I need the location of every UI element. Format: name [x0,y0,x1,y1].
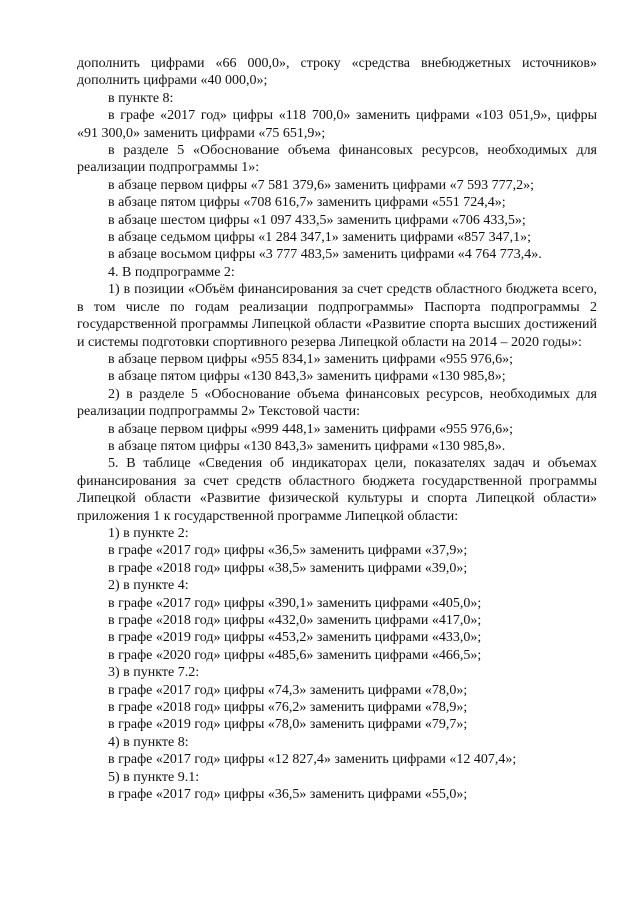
paragraph: в разделе 5 «Обоснование объема финансовых ресурсов, необходимых для реализации подпрограммы 1»: [77,143,597,176]
paragraph: в графе «2020 год» цифры «485,6» заменить цифрами «466,5»; [108,647,482,663]
paragraph: в графе «2018 год» цифры «76,2» заменить цифрами «78,9»; [108,700,468,716]
paragraph: 3) в пункте 7.2: [108,665,200,681]
paragraph: в графе «2017 год» цифры «36,5» заменить цифрами «55,0»; [108,787,468,803]
paragraph: в абзаце пятом цифры «130 843,3» заменить цифрами «130 985,8»; [108,369,506,385]
paragraph: в графе «2018 год» цифры «432,0» заменить цифрами «417,0»; [108,613,482,628]
paragraph: в графе «2017 год» цифры «74,3» заменить цифрами «78,0»; [108,682,468,698]
paragraph: в графе «2017 год» цифры «118 700,0» заменить цифрами «103 051,9», цифры «91 300,0» заменить цифрами «75 651,9»; [77,108,597,141]
paragraph: в абзаце пятом цифры «130 843,3» заменить цифрами «130 985,8». [108,438,506,454]
paragraph: в абзаце первом цифры «999 448,1» заменить цифрами «955 976,6»; [108,421,513,437]
paragraph: 2) в разделе 5 «Обоснование объема финансовых ресурсов, необходимых для реализации подпрограммы 2» Текстовой части: [77,386,597,420]
paragraph: в абзаце восьмом цифры «3 777 483,5» заменить цифрами «4 764 773,4». [108,247,542,263]
paragraph: дополнить цифрами «66 000,0», строку «средства внебюджетных источников» дополнить цифрами «40 000,0»; [77,56,597,89]
paragraph: 5) в пункте 9.1: [108,769,200,785]
paragraph: в пункте 8: [108,90,174,106]
paragraph: в графе «2017 год» цифры «36,5» заменить цифрами «37,9»; [108,543,468,559]
paragraph: в графе «2019 год» цифры «78,0» заменить цифрами «79,7»; [108,717,468,733]
paragraph: 1) в позиции «Объём финансирования за счет средств областного бюджета всего, в том числе по годам реализации подпрограммы» Паспорта подпрограммы 2 государственной программы Липецкой области «Развитие спорта высших достижений и системы подготовки спортивного резерва Липецкой области на 2014 – 2020 годы»: [77,282,597,350]
paragraph: в абзаце первом цифры «955 834,1» заменить цифрами «955 976,6»; [108,351,513,367]
paragraph: в графе «2017 год» цифры «390,1» заменить цифрами «405,0»; [108,595,482,611]
section-heading: 4. В подпрограмме 2: [108,264,235,280]
paragraph: в графе «2018 год» цифры «38,5» заменить цифрами «39,0»; [108,560,468,576]
section-heading: 5. В таблице «Сведения об индикаторах цели, показателях задач и объемах финансирования за счет средств областного бюджета государственной программы Липецкой области «Развитие физической культуры и спорта Липецкой области» приложения 1 к государственной программе Липецкой области: [77,456,597,524]
paragraph: в абзаце шестом цифры «1 097 433,5» заменить цифрами «706 433,5»; [108,212,526,228]
paragraph: 2) в пункте 4: [108,578,189,594]
paragraph: в графе «2017 год» цифры «12 827,4» заменить цифрами «12 407,4»; [108,752,517,768]
paragraph: 1) в пункте 2: [108,525,189,541]
paragraph: в абзаце первом цифры «7 581 379,6» заменить цифрами «7 593 777,2»; [108,177,534,193]
paragraph: в абзаце пятом цифры «708 616,7» заменить цифрами «551 724,4»; [108,195,506,211]
document-page [77,55,597,803]
paragraph: в абзаце седьмом цифры «1 284 347,1» заменить цифрами «857 347,1»; [108,230,532,246]
paragraph: в графе «2019 год» цифры «453,2» заменить цифрами «433,0»; [108,630,482,646]
paragraph: 4) в пункте 8: [108,734,189,750]
